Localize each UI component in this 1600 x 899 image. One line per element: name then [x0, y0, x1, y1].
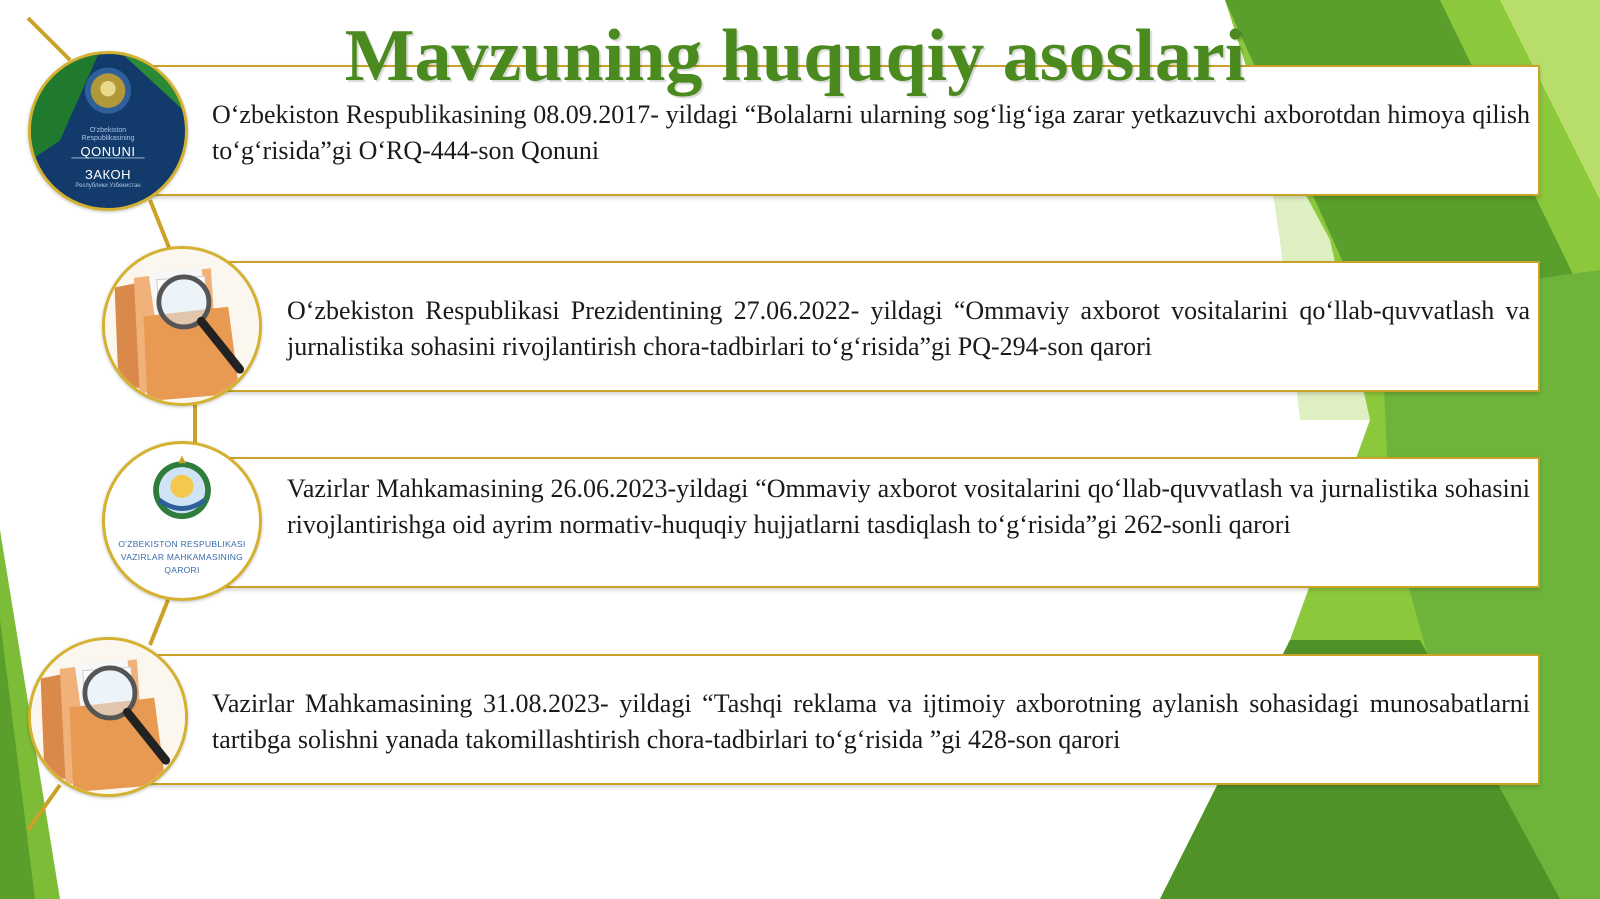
legal-item-4-text: Vazirlar Mahkamasining 31.08.2023- yildagi “Tashqi reklama va ijtimoiy axborotning aylanish sohasidagi munosabatlarni tartibga solishni yanada takomillashtirish chora-tadbirlari to‘g‘risida ”gi 428-son qarori: [212, 689, 1530, 754]
badge-1-line-2: Respublikasining: [81, 135, 135, 142]
badge-1-line-5: Республики Узбекистан: [75, 183, 141, 189]
badge-1-line-3: QONUNI: [80, 144, 136, 159]
badge-1-line-1: O'zbekiston: [89, 127, 127, 134]
badge-3-line-2: VAZIRLAR MAHKAMASINING: [120, 552, 244, 562]
legal-item-1-text: O‘zbekiston Respublikasining 08.09.2017- yildagi “Bolalarni ularning sog‘lig‘iga zarar yetkazuvchi axborotdan himoya qilish to‘g‘risida”gi O‘RQ-444-son Qonuni: [212, 100, 1530, 165]
folder-magnifier-icon: [102, 246, 262, 406]
badge-3-line-1: O'ZBEKISTON RESPUBLIKASI: [118, 539, 246, 549]
state-emblem-icon: [102, 441, 262, 601]
legal-item-3-text: Vazirlar Mahkamasining 26.06.2023-yildagi “Ommaviy axborot vositalarini qo‘llab-quvvatlash va jurnalistika sohasini rivojlantirishga oid ayrim normativ-huquqiy hujjatlarni tasdiqlash to‘g‘risida”gi 262-sonli qarori: [287, 474, 1530, 539]
slide-title: Mavzuning huquqiy asoslari: [344, 15, 1246, 97]
badge-1-line-4: ЗАКОН: [85, 167, 131, 182]
badge-3-line-3: QARORI: [164, 565, 200, 575]
legal-item-3-box: [225, 457, 1540, 588]
law-book-emblem-icon: [28, 51, 188, 211]
legal-item-2-box: [225, 261, 1540, 392]
folder-magnifier-icon: [28, 637, 188, 797]
legal-item-2-text: O‘zbekiston Respublikasi Prezidentining 27.06.2022- yildagi “Ommaviy axborot vositalarini qo‘llab-quvvatlash va jurnalistika sohasini rivojlantirish chora-tadbirlari to‘g‘risida”gi PQ-294-son qarori: [287, 296, 1530, 361]
legal-item-4-box: [150, 654, 1540, 785]
